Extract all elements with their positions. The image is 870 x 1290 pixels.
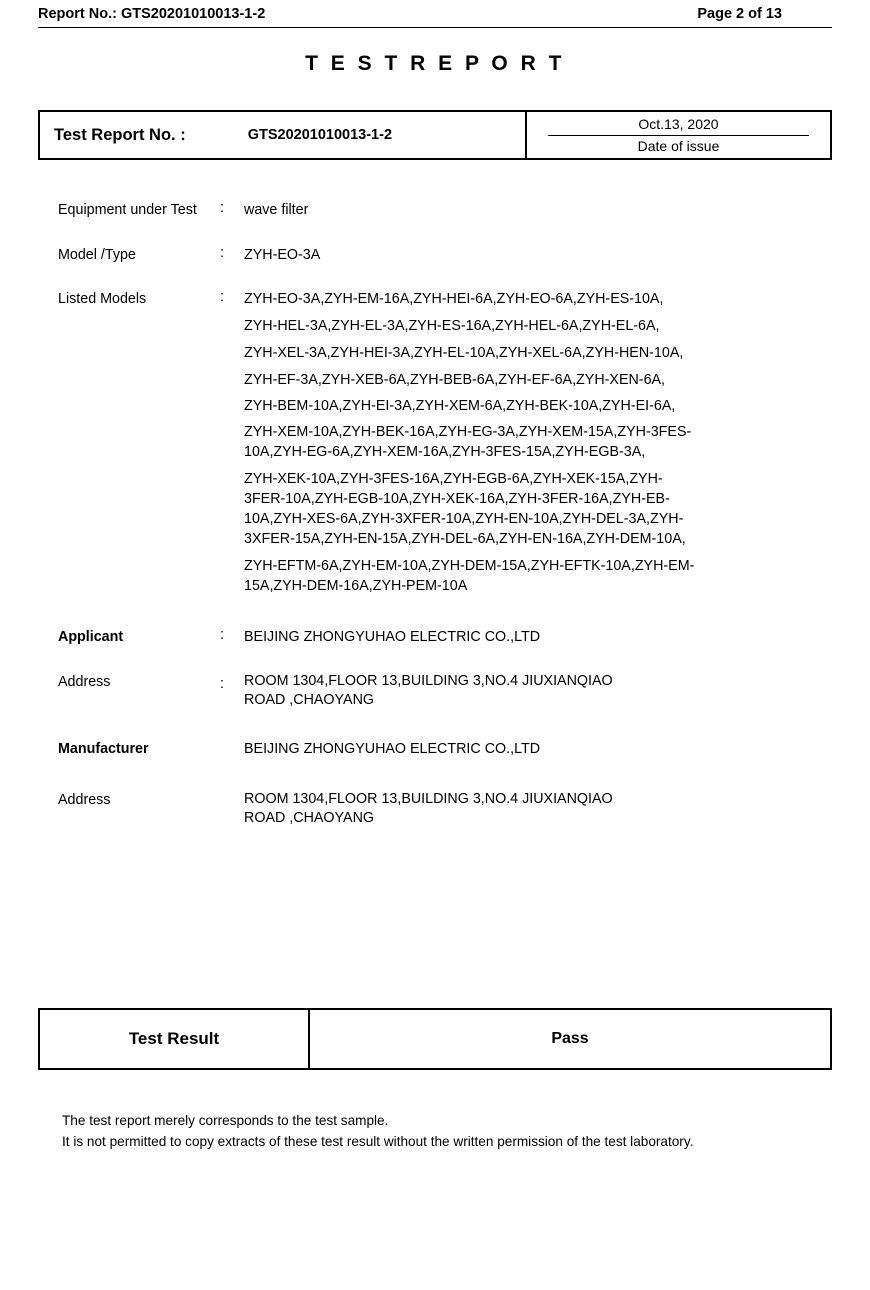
page-header bbox=[38, 0, 832, 22]
list-item: 10A,ZYH-XES-6A,ZYH-3XFER-10A,ZYH-EN-10A,ZYH-DEL-3A,ZYH- bbox=[244, 510, 684, 527]
address-line-1: ROOM 1304,FLOOR 13,BUILDING 3,NO.4 JIUXIANQIAO bbox=[244, 790, 613, 807]
report-no-value: GTS20201010013-1-2 bbox=[247, 127, 393, 143]
applicant-address-colon: : bbox=[220, 675, 224, 692]
manufacturer-value: BEIJING ZHONGYUHAO ELECTRIC CO.,LTD bbox=[244, 740, 541, 757]
equipment-colon: : bbox=[220, 200, 224, 216]
issue-date-value: Oct.13, 2020 bbox=[638, 116, 719, 132]
footnote-line-1: The test report merely corresponds to the test sample. bbox=[62, 1113, 389, 1128]
applicant-label: Applicant bbox=[58, 628, 124, 645]
list-item: ZYH-EO-3A,ZYH-EM-16A,ZYH-HEI-6A,ZYH-EO-6A,ZYH-ES-10A, bbox=[244, 291, 664, 308]
list-item: 3XFER-15A,ZYH-EN-15A,ZYH-DEL-6A,ZYH-EN-16A,ZYH-DEM-10A, bbox=[244, 530, 686, 547]
header-divider bbox=[38, 27, 832, 28]
listed-models-block-2 bbox=[244, 423, 802, 462]
row-applicant-address bbox=[38, 672, 832, 711]
applicant-address-label: Address bbox=[58, 673, 111, 690]
address-line-2: ROAD ,CHAOYANG bbox=[244, 692, 375, 709]
list-item: 15A,ZYH-DEM-16A,ZYH-PEM-10A bbox=[244, 578, 468, 595]
issue-date-divider bbox=[548, 135, 809, 136]
address-line-1: ROOM 1304,FLOOR 13,BUILDING 3,NO.4 JIUXIANQIAO bbox=[244, 672, 613, 689]
list-item: ZYH-XEL-3A,ZYH-HEI-3A,ZYH-EL-10A,ZYH-XEL-6A,ZYH-HEN-10A, bbox=[244, 344, 684, 361]
test-result-label: Test Result bbox=[40, 1010, 310, 1068]
page-title: T E S T R E P O R T bbox=[305, 52, 565, 75]
equipment-label: Equipment under Test bbox=[58, 202, 197, 218]
header-page-number: Page 2 of 13 bbox=[697, 6, 782, 22]
list-item: ZYH-EFTM-6A,ZYH-EM-10A,ZYH-DEM-15A,ZYH-EFTK-10A,ZYH-EM- bbox=[244, 558, 695, 575]
manufacturer-address-value bbox=[244, 790, 832, 829]
listed-models-block-3 bbox=[244, 470, 802, 549]
manufacturer-label: Manufacturer bbox=[58, 740, 149, 757]
test-report-no-box bbox=[38, 110, 832, 160]
manufacturer-address-label: Address bbox=[58, 791, 111, 808]
report-no-right-cell bbox=[527, 112, 830, 158]
row-manufacturer-address bbox=[38, 790, 832, 829]
list-item: ZYH-BEM-10A,ZYH-EI-3A,ZYH-XEM-6A,ZYH-BEK-10A,ZYH-EI-6A, bbox=[244, 398, 676, 415]
list-item: ZYH-XEK-10A,ZYH-3FES-16A,ZYH-EGB-6A,ZYH-XEK-15A,ZYH- bbox=[244, 471, 663, 488]
report-no-left-cell bbox=[40, 112, 527, 158]
listed-models-colon: : bbox=[220, 289, 224, 306]
model-colon: : bbox=[220, 244, 224, 261]
footnote bbox=[62, 1110, 832, 1152]
applicant-address-value bbox=[244, 672, 832, 711]
model-value: ZYH-EO-3A bbox=[244, 246, 321, 263]
applicant-colon: : bbox=[220, 626, 224, 643]
row-model-type bbox=[38, 245, 832, 266]
row-manufacturer bbox=[38, 739, 832, 760]
listed-models-label: Listed Models bbox=[58, 291, 147, 308]
header-report-number: Report No.: GTS20201010013-1-2 bbox=[38, 6, 266, 22]
list-item: ZYH-EF-3A,ZYH-XEB-6A,ZYH-BEB-6A,ZYH-EF-6A,ZYH-XEN-6A, bbox=[244, 371, 666, 388]
info-section bbox=[38, 200, 832, 829]
listed-models-value bbox=[244, 289, 832, 596]
test-result-value: Pass bbox=[551, 1030, 589, 1047]
issue-date-caption: Date of issue bbox=[637, 138, 720, 154]
test-result-box bbox=[38, 1008, 832, 1070]
row-equipment-under-test bbox=[38, 200, 832, 221]
report-no-label: Test Report No. : bbox=[54, 125, 186, 144]
list-item: 3FER-10A,ZYH-EGB-10A,ZYH-XEK-16A,ZYH-3FER-16A,ZYH-EB- bbox=[244, 491, 670, 508]
list-item: ZYH-HEL-3A,ZYH-EL-3A,ZYH-ES-16A,ZYH-HEL-6A,ZYH-EL-6A, bbox=[244, 318, 660, 335]
list-item: 10A,ZYH-EG-6A,ZYH-XEM-16A,ZYH-3FES-15A,ZYH-EGB-3A, bbox=[244, 443, 646, 460]
row-listed-models bbox=[38, 289, 832, 596]
address-line-2: ROAD ,CHAOYANG bbox=[244, 810, 375, 827]
equipment-value: wave filter bbox=[244, 202, 309, 218]
applicant-value: BEIJING ZHONGYUHAO ELECTRIC CO.,LTD bbox=[244, 628, 541, 645]
row-applicant bbox=[38, 627, 832, 648]
footnote-line-2: It is not permitted to copy extracts of these test result without the written permission of the test laboratory. bbox=[62, 1134, 694, 1150]
list-item: ZYH-XEM-10A,ZYH-BEK-16A,ZYH-EG-3A,ZYH-XEM-15A,ZYH-3FES- bbox=[244, 424, 692, 441]
model-label: Model /Type bbox=[58, 246, 136, 263]
listed-models-block-4 bbox=[244, 557, 802, 596]
